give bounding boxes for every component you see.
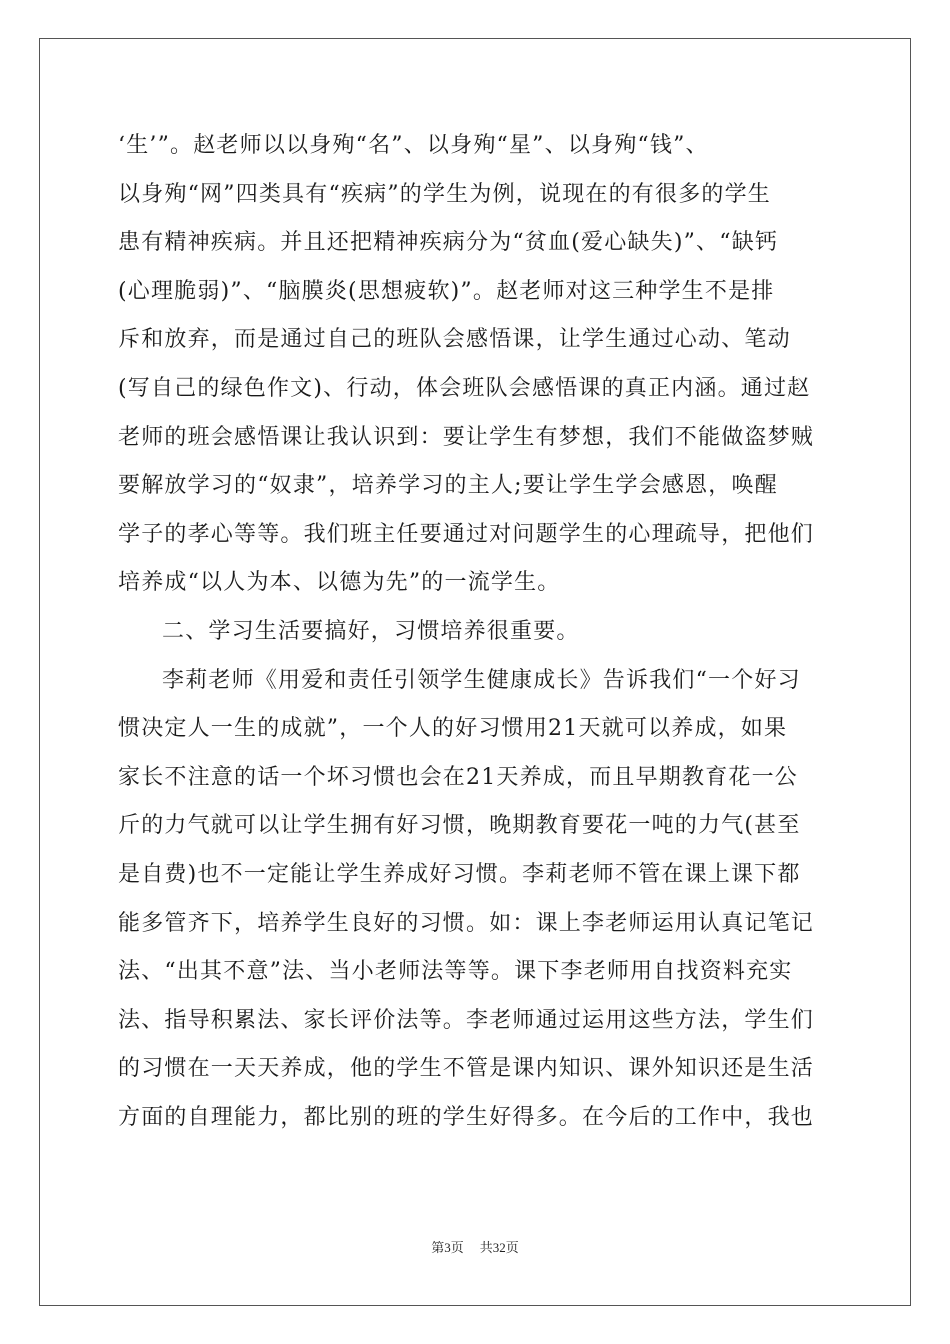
text-line: 方面的自理能力，都比别的班的学生好得多。在今后的工作中，我也 [118, 1104, 815, 1130]
text-line: ‘生’”。赵老师以以身殉“名”、以身殉“星”、以身殉“钱”、 [118, 133, 709, 158]
text-line: 李莉老师《用爱和责任引领学生健康成长》告诉我们“一个好习 [162, 667, 801, 693]
text-line: 惯决定人一生的成就”，一个人的好习惯用21天就可以养成，如果 [118, 716, 788, 742]
text-line: 二、学习生活要搞好，习惯培养很重要。 [162, 618, 580, 644]
text-line: 家长不注意的话一个坏习惯也会在21天养成，而且早期教育花一公 [118, 764, 798, 790]
text-line: 以身殉“网”四类具有“疾病”的学生为例，说现在的有很多的学生 [118, 181, 771, 207]
page-footer [0, 1237, 950, 1256]
text-line: 的习惯在一天天养成，他的学生不管是课内知识、课外知识还是生活 [118, 1056, 815, 1082]
text-line: 要解放学习的“奴隶”，培养学习的主人;要让学生学会感恩，唤醒 [118, 473, 778, 499]
text-line: 斤的力气就可以让学生拥有好习惯，晚期教育要花一吨的力气(甚至 [118, 813, 801, 839]
text-line: 法、“出其不意”法、当小老师法等等。课下李老师用自找资料充实 [118, 959, 793, 985]
text-line: 学子的孝心等等。我们班主任要通过对问题学生的心理疏导，把他们 [118, 521, 815, 547]
text-line: 患有精神疾病。并且还把精神疾病分为“贫血(爱心缺失)”、“缺钙 [118, 230, 779, 256]
text-line: 能多管齐下，培养学生良好的习惯。如：课上李老师运用认真记笔记 [118, 910, 815, 936]
page-total: 共32页 [479, 1240, 519, 1255]
document-body [118, 122, 838, 1142]
text-line: (写自己的绿色作文)、行动，体会班队会感悟课的真正内涵。通过赵 [118, 375, 811, 401]
text-line: 老师的班会感悟课让我认识到：要让学生有梦想，我们不能做盗梦贼 [118, 424, 815, 450]
text-line: 法、指导积累法、家长评价法等。李老师通过运用这些方法，学生们 [118, 1007, 815, 1033]
text-line: 是自费)也不一定能让学生养成好习惯。李莉老师不管在课上课下都 [118, 861, 801, 887]
page-number: 第3页 [431, 1240, 464, 1255]
text-line: 斥和放弃，而是通过自己的班队会感悟课，让学生通过心动、笔动 [118, 327, 791, 353]
text-line: 培养成“以人为本、以德为先”的一流学生。 [118, 570, 561, 596]
text-line: (心理脆弱)”、“脑膜炎(思想疲软)”。赵老师对这三种学生不是排 [118, 278, 775, 304]
